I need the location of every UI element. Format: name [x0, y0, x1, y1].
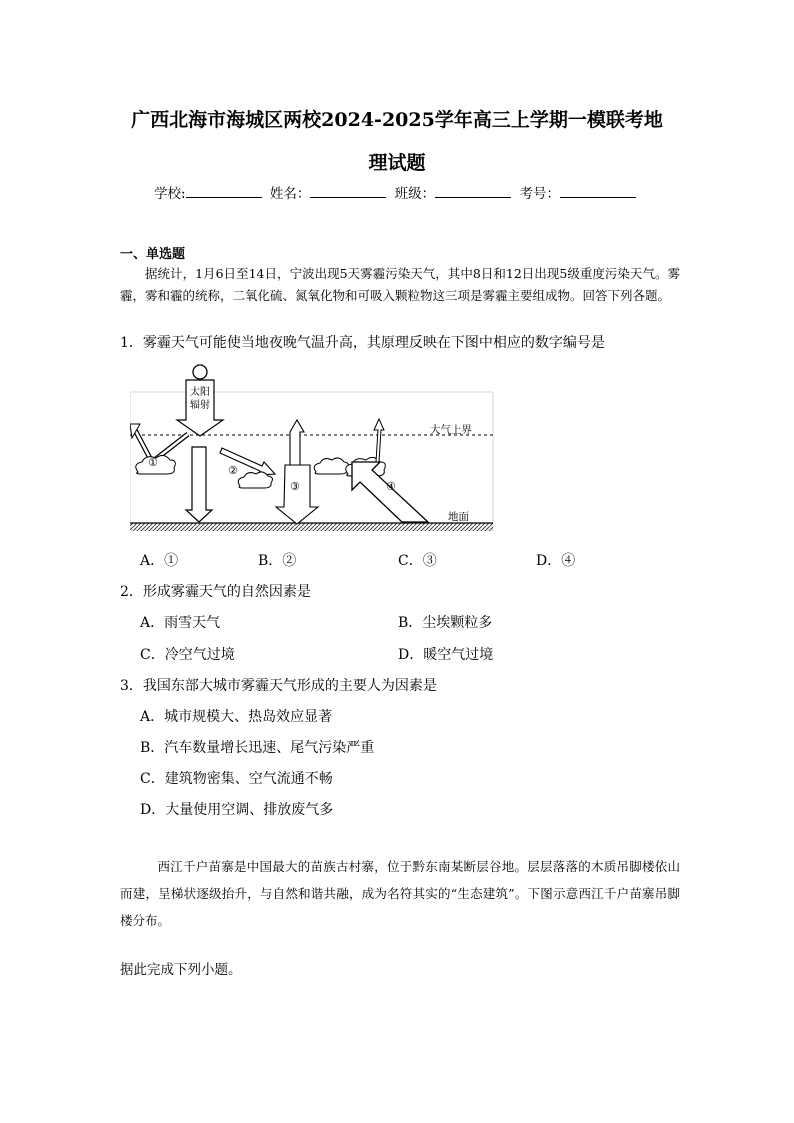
- name-label: 姓名：: [269, 186, 311, 202]
- q2-option-d[interactable]: D．暖空气过境: [398, 647, 494, 663]
- ground-radiation-down-arrow: [186, 447, 212, 522]
- q1-option-c[interactable]: C．③: [398, 553, 437, 569]
- question-2-stem: 2．形成雾霾天气的自然因素是: [120, 584, 311, 600]
- sun-icon: [193, 365, 207, 379]
- name-blank: [310, 185, 386, 198]
- arrow-3-up: [290, 420, 304, 465]
- school-blank: [186, 185, 262, 198]
- question-1-stem: 1．雾霾天气可能使当地夜晚气温升高，其原理反映在下图中相应的数字编号是: [120, 335, 605, 351]
- q2-option-b[interactable]: B．尘埃颗粒多: [398, 615, 493, 631]
- atmosphere-top-label: 大气上界: [430, 424, 472, 436]
- arrow-3-down: [276, 465, 318, 524]
- q2-option-a[interactable]: A．雨雪天气: [140, 615, 221, 631]
- arrow-4-escape: [374, 419, 384, 462]
- q3-option-d[interactable]: D．大量使用空调、排放废气多: [140, 802, 334, 818]
- q1-option-d[interactable]: D．④: [536, 553, 576, 569]
- passage-2-instruction: 据此完成下列小题。: [120, 962, 242, 978]
- student-info-line: [0, 182, 794, 202]
- mark-2: ②: [228, 464, 238, 477]
- sun-label-2: 辐射: [190, 400, 210, 411]
- examno-blank: [560, 185, 636, 198]
- examno-label: 考号：: [519, 186, 560, 202]
- mark-1: ①: [148, 456, 158, 469]
- cloud-3: [314, 458, 348, 474]
- q1-option-b[interactable]: B．②: [258, 553, 297, 569]
- q3-option-a[interactable]: A．城市规模大、热岛效应显著: [140, 709, 333, 725]
- mark-3: ③: [290, 480, 300, 493]
- passage-2: 西江千户苗寨是中国最大的苗族古村寨，位于黔东南某断层谷地。层层落落的木质吊脚楼依山而建，呈梯状逐级抬升，与自然和谐共融，成为名符其实的“生态建筑”。下图示意西江千户苗寨吊脚楼分布。: [120, 859, 680, 928]
- ground-surface: [130, 523, 493, 531]
- section-heading: 一、单选题: [120, 247, 186, 262]
- mark-4: ④: [386, 480, 396, 493]
- class-blank: [435, 185, 511, 198]
- passage-1: 据统计，1月6日至14日，宁波出现5天雾霾污染天气，其中8日和12日出现5级重度污染天气。雾霾，雾和霾的统称，二氧化硫、氮氧化物和可吸入颗粒物这三项是雾霾主要组成物。回答下列各题。: [120, 266, 680, 303]
- radiation-diagram: [130, 362, 495, 534]
- page-title: 广西北海市海城区两校2024-2025学年高三上学期一模联考地: [131, 109, 663, 131]
- question-3-stem: 3．我国东部大城市雾霾天气形成的主要人为因素是: [120, 678, 437, 694]
- q3-option-c[interactable]: C．建筑物密集、空气流通不畅: [140, 771, 333, 787]
- ground-label: 地面: [448, 511, 469, 523]
- class-label: 班级：: [394, 186, 436, 202]
- q3-option-b[interactable]: B．汽车数量增长迅速、尾气污染严重: [140, 740, 375, 756]
- q1-option-a[interactable]: A．①: [140, 553, 179, 569]
- q2-option-c[interactable]: C．冷空气过境: [140, 647, 235, 663]
- school-label: 学校:: [154, 186, 186, 202]
- sun-label-1: 太阳: [190, 387, 210, 398]
- page-title-line2: 理试题: [368, 152, 426, 174]
